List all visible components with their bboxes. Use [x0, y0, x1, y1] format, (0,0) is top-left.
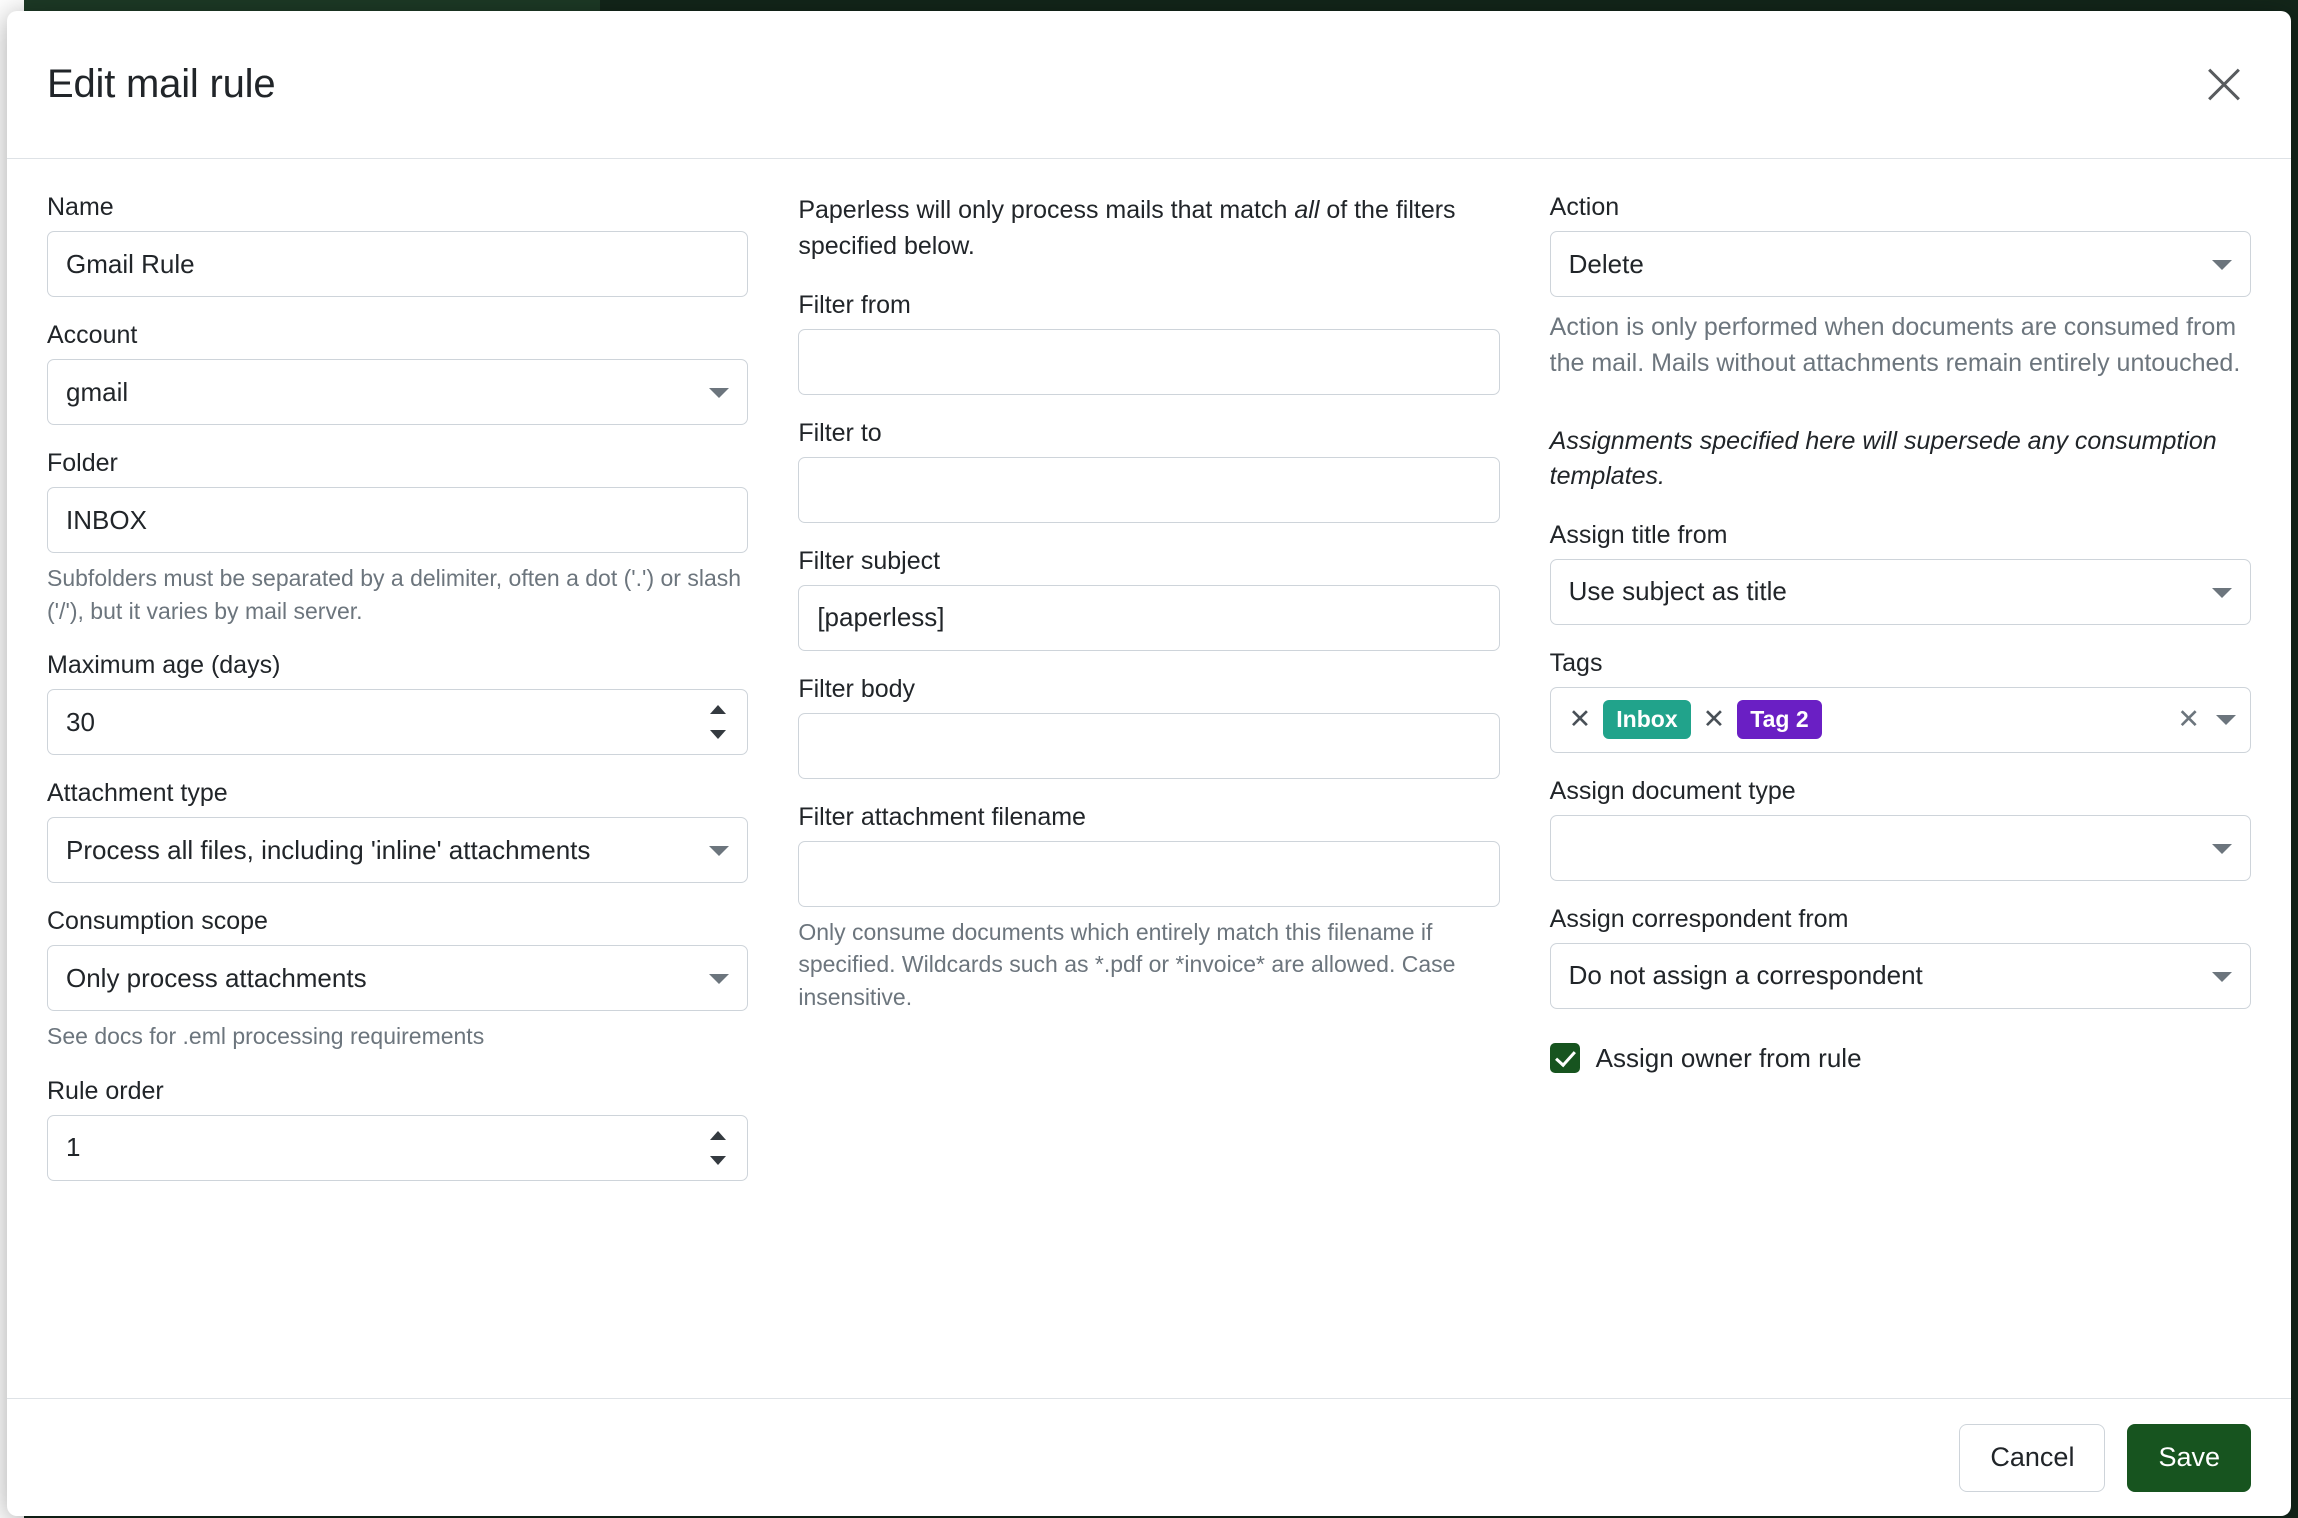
attachment-type-field-group: [47, 779, 748, 883]
chevron-down-icon[interactable]: [2216, 715, 2236, 725]
assign-owner-label: Assign owner from rule: [1595, 1042, 1862, 1073]
filters-intro-emphasis: all: [1294, 196, 1320, 224]
rule-order-field-group: [47, 1077, 748, 1181]
assignments-note: Assignments specified here will supersede any consumption templates.: [1549, 426, 2217, 490]
filter-to-group: [798, 419, 1499, 523]
filter-attachment-filename-hint: Only consume documents which entirely match this filename if specified. Wildcards such as *.pdf or *invoice* are allowed. Case insensitive.: [798, 918, 1456, 1010]
dialog-title: Edit mail rule: [47, 62, 276, 106]
action-select[interactable]: [1550, 231, 2251, 297]
stepper-down-icon[interactable]: [710, 1156, 726, 1165]
filter-body-input[interactable]: [798, 713, 1499, 779]
attachment-type-value: Process all files, including 'inline' attachments: [66, 834, 591, 865]
max-age-stepper-wrap: [47, 689, 748, 755]
assign-title-select[interactable]: [1550, 559, 2251, 625]
close-icon[interactable]: [2197, 58, 2251, 112]
edit-mail-rule-dialog: [7, 11, 2291, 1516]
account-select[interactable]: [47, 359, 748, 425]
filter-to-input[interactable]: [798, 457, 1499, 523]
max-age-stepper[interactable]: [706, 705, 730, 739]
rule-order-input[interactable]: [47, 1115, 748, 1181]
name-field-group: [47, 193, 748, 297]
name-label: Name: [47, 193, 114, 221]
stepper-down-icon[interactable]: [710, 730, 726, 739]
attachment-type-select[interactable]: [47, 817, 748, 883]
consumption-scope-field-group: [47, 907, 748, 1053]
chevron-down-icon: [709, 974, 729, 984]
folder-hint: Subfolders must be separated by a delimiter, often a dot ('.') or slash ('/'), but it varies by mail server.: [47, 565, 742, 624]
filters-intro: [798, 193, 1499, 265]
max-age-field-group: [47, 651, 748, 755]
assign-document-type-label: Assign document type: [1549, 776, 1796, 805]
filter-from-input[interactable]: [798, 329, 1499, 395]
stepper-up-icon[interactable]: [710, 705, 726, 714]
chevron-down-icon: [2212, 588, 2232, 598]
clear-tags-icon[interactable]: ✕: [2177, 704, 2200, 734]
right-column: [1550, 193, 2251, 1398]
assign-title-label: Assign title from: [1549, 520, 1728, 549]
assign-document-type-group: [1550, 777, 2251, 881]
tag-tools: [2167, 706, 2236, 733]
consumption-scope-label: Consumption scope: [47, 907, 268, 936]
remove-tag-icon[interactable]: ✕: [1568, 704, 1592, 734]
filter-from-group: [798, 291, 1499, 395]
action-group: [1550, 193, 2251, 382]
chevron-down-icon: [709, 846, 729, 856]
assign-owner-row[interactable]: [1550, 1043, 2251, 1074]
filter-body-label: Filter body: [798, 674, 916, 703]
tag-chip[interactable]: Tag 2: [1737, 700, 1821, 739]
assign-correspondent-select[interactable]: [1550, 943, 2251, 1009]
rule-order-stepper[interactable]: [706, 1131, 730, 1165]
filter-body-group: [798, 675, 1499, 779]
filters-intro-prefix: Paperless will only process mails that match: [798, 196, 1295, 224]
rule-order-stepper-wrap: [47, 1115, 748, 1181]
filter-subject-label: Filter subject: [798, 546, 941, 575]
chevron-down-icon: [2212, 260, 2232, 270]
account-field-group: [47, 321, 748, 425]
assign-title-value: Use subject as title: [1568, 576, 1787, 606]
assign-document-type-select[interactable]: [1550, 815, 2251, 881]
consumption-scope-hint: See docs for .eml processing requirements: [47, 1023, 485, 1050]
action-label: Action: [1549, 193, 1620, 221]
max-age-input[interactable]: [47, 689, 748, 755]
save-button[interactable]: Save: [2127, 1424, 2251, 1492]
folder-input[interactable]: [47, 487, 748, 553]
account-label: Account: [47, 321, 138, 349]
consumption-scope-select[interactable]: [47, 945, 748, 1011]
folder-field-group: [47, 449, 748, 627]
consumption-scope-value: Only process attachments: [66, 962, 367, 993]
assign-title-group: [1550, 521, 2251, 625]
filter-attachment-filename-group: [798, 803, 1499, 1014]
attachment-type-label: Attachment type: [47, 779, 228, 808]
max-age-label: Maximum age (days): [47, 651, 281, 680]
filter-from-label: Filter from: [798, 290, 911, 319]
assign-correspondent-value: Do not assign a correspondent: [1568, 960, 1923, 990]
tags-label: Tags: [1549, 648, 1603, 677]
chevron-down-icon: [2212, 844, 2232, 854]
filters-intro-suffix: of the filters specified below.: [798, 196, 1456, 260]
filter-attachment-filename-label: Filter attachment filename: [798, 802, 1086, 831]
filter-to-label: Filter to: [798, 418, 882, 447]
tag-chip[interactable]: Inbox: [1603, 700, 1690, 739]
name-input[interactable]: [47, 231, 748, 297]
chevron-down-icon: [2212, 972, 2232, 982]
assign-owner-checkbox[interactable]: [1550, 1043, 1580, 1073]
chevron-down-icon: [709, 388, 729, 398]
left-column: [47, 193, 748, 1398]
action-hint: Action is only performed when documents are consumed from the mail. Mails without attachments remain entirely untouched.: [1549, 313, 2241, 378]
dialog-header: [7, 11, 2291, 159]
action-value: Delete: [1568, 248, 1644, 279]
filter-attachment-filename-input[interactable]: [798, 841, 1499, 907]
tags-group: [1550, 649, 2251, 753]
rule-order-label: Rule order: [47, 1076, 164, 1105]
middle-column: [798, 193, 1499, 1398]
filter-subject-input[interactable]: [798, 585, 1499, 651]
assign-correspondent-label: Assign correspondent from: [1549, 904, 1849, 933]
assign-correspondent-group: [1550, 905, 2251, 1009]
folder-label: Folder: [47, 449, 118, 477]
dialog-footer: [7, 1398, 2291, 1516]
tag-list: [1561, 700, 2168, 739]
cancel-button[interactable]: Cancel: [1959, 1424, 2105, 1492]
remove-tag-icon[interactable]: ✕: [1702, 704, 1726, 734]
filter-subject-group: [798, 547, 1499, 651]
dialog-body: [7, 159, 2291, 1398]
tags-multiselect[interactable]: [1550, 687, 2251, 753]
stepper-up-icon[interactable]: [710, 1131, 726, 1140]
account-select-value: gmail: [66, 376, 129, 407]
